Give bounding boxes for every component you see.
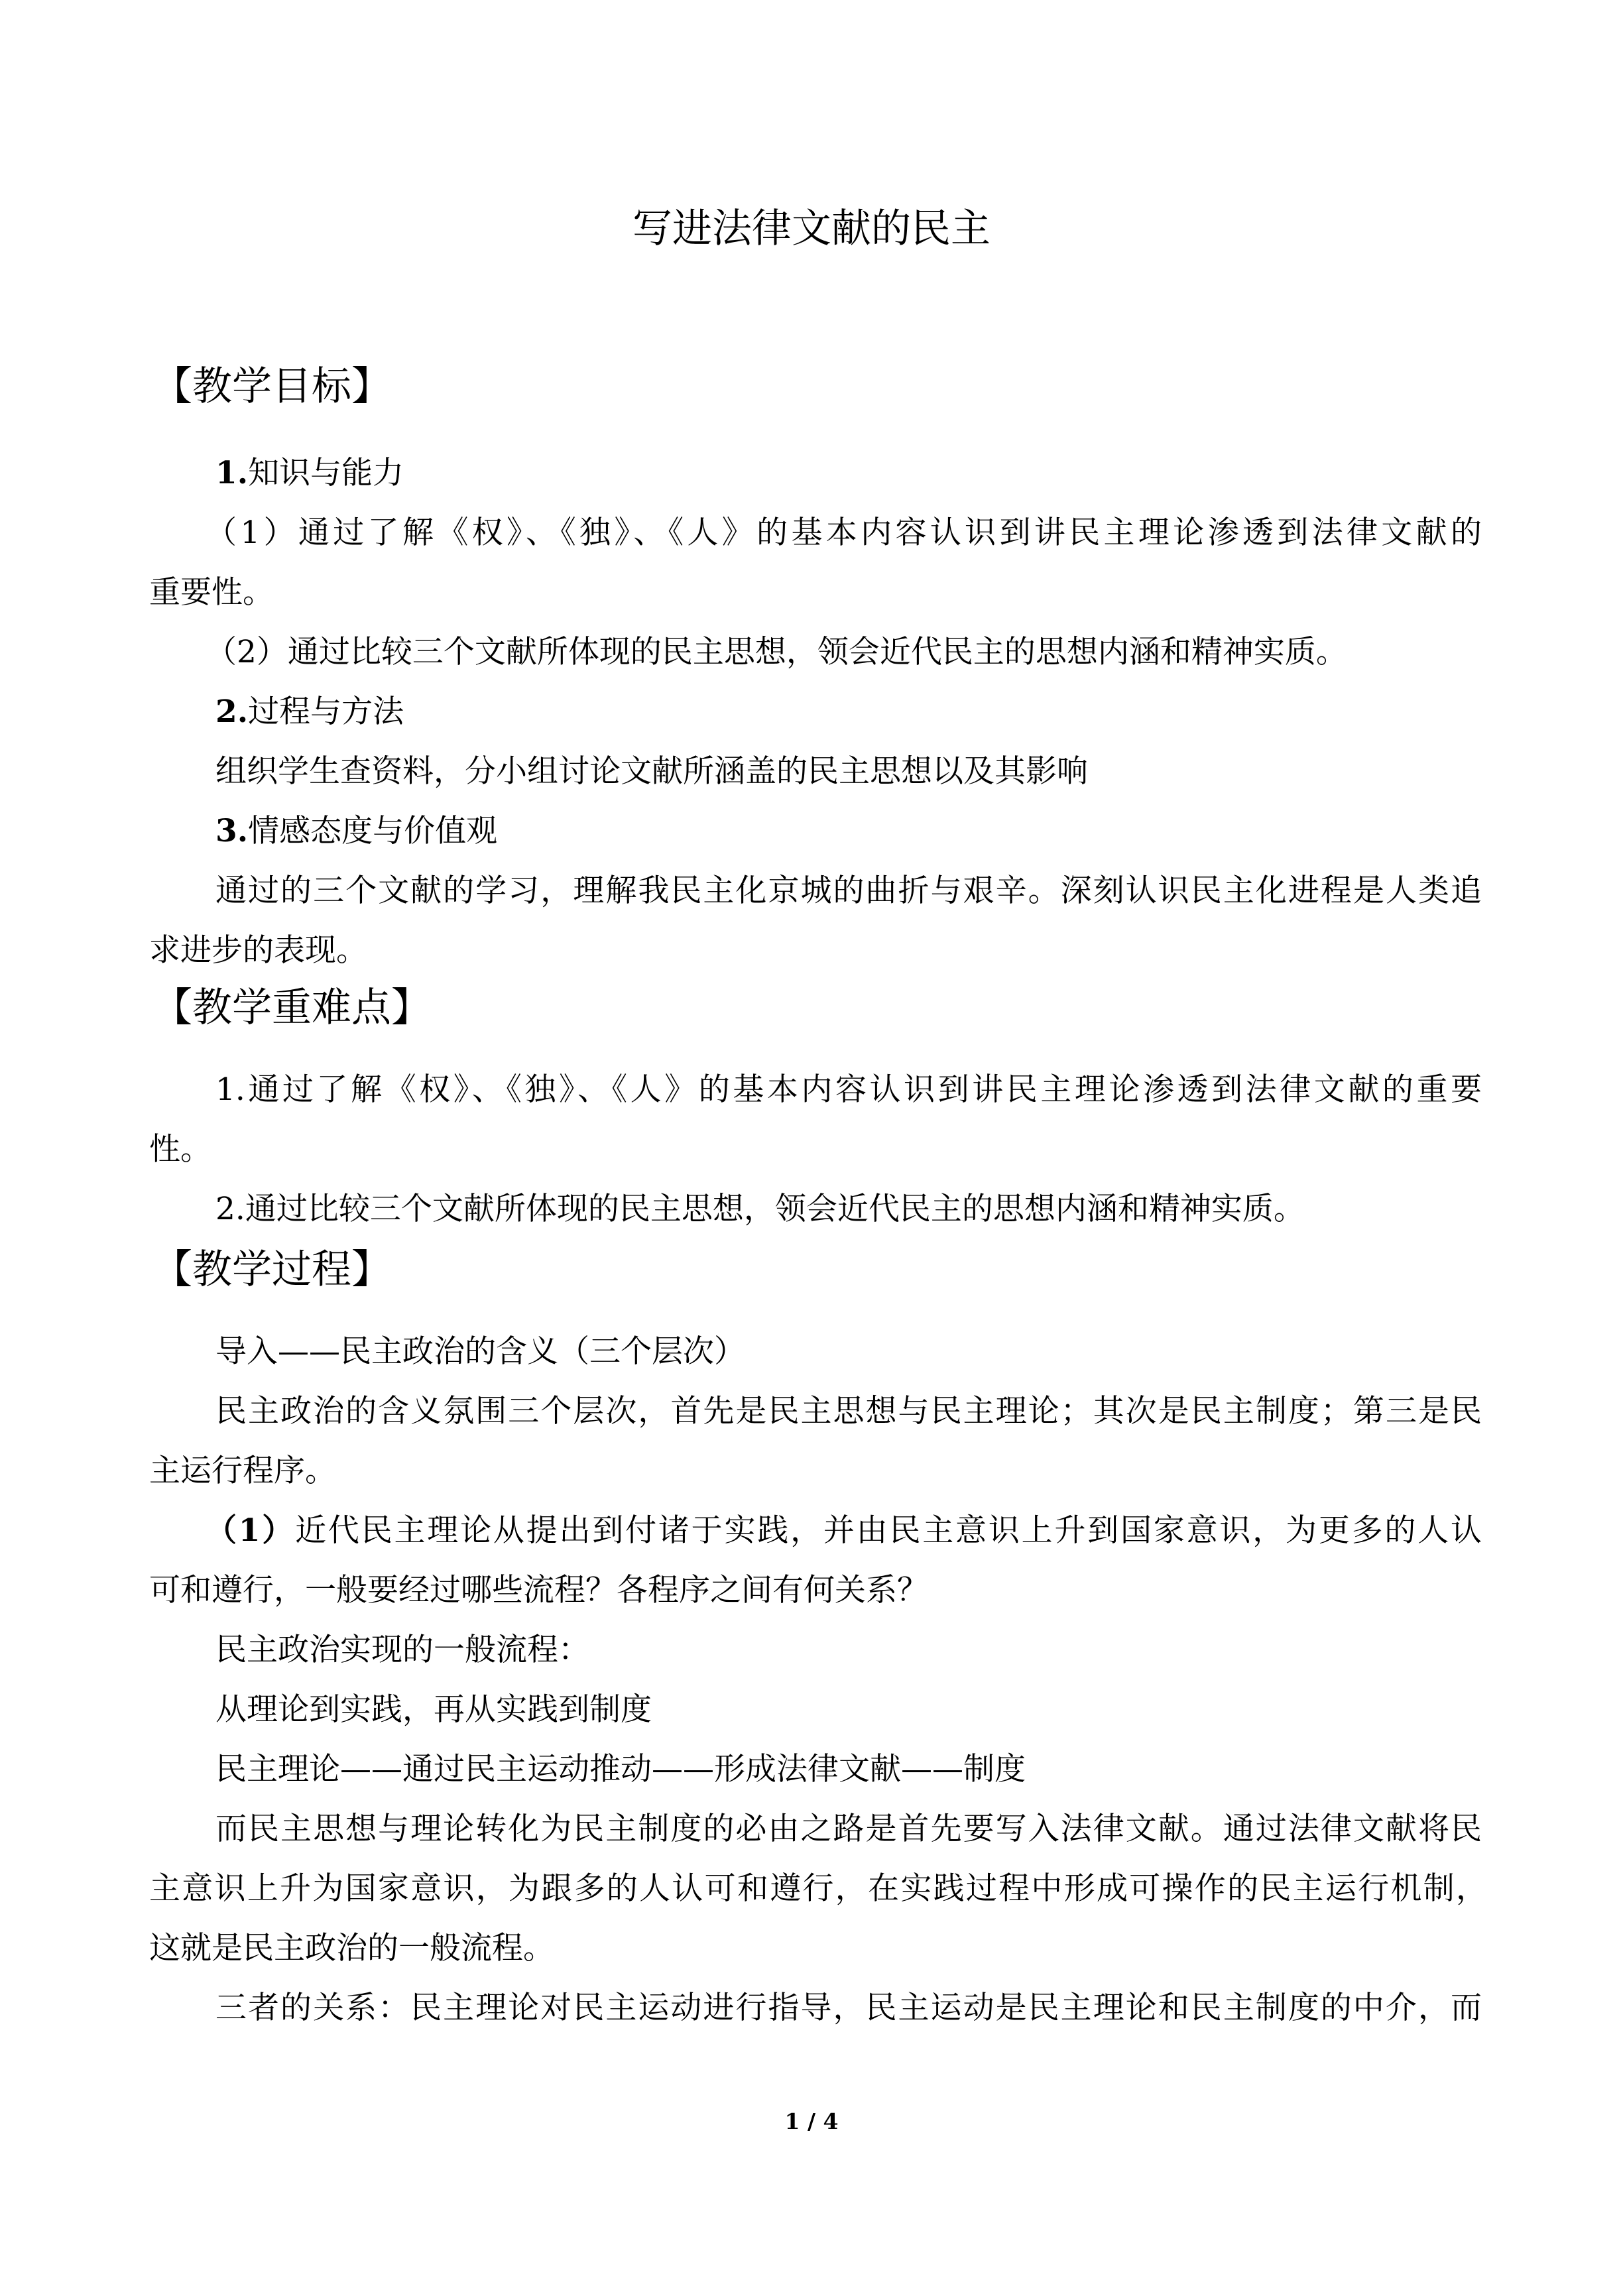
paragraph-line: （2）通过比较三个文献所体现的民主思想，领会近代民主的思想内涵和精神实质。 [206,634,1347,670]
question-text: 近代民主理论从提出到付诸于实践，并由民主意识上升到国家意识，为更多的人认 [295,1512,1482,1549]
paragraph-line: 1.通过了解《权》、《独》、《人》的基本内容认识到讲民主理论渗透到法律文献的重要 [215,1071,1482,1108]
paragraph-line: 性。 [149,1131,211,1168]
paragraph-line: 这就是民主政治的一般流程。 [149,1930,554,1966]
paragraph-line: 2.通过比较三个文献所体现的民主思想，领会近代民主的思想内涵和精神实质。 [215,1191,1305,1227]
paragraph-line: 导入——民主政治的含义（三个层次） [215,1333,745,1370]
question-number: （1） [206,1512,296,1549]
paragraph-line: （1）通过了解《权》、《独》、《人》的基本内容认识到讲民主理论渗透到法律文献的 [206,514,1482,551]
paragraph-line: 民主政治实现的一般流程： [215,1632,589,1668]
document-title: 写进法律文献的民主 [632,206,991,252]
paragraph-line: 从理论到实践，再从实践到制度 [215,1691,652,1728]
paragraph-line: 组织学生查资料，分小组讨论文献所涵盖的民主思想以及其影响 [215,753,1088,790]
paragraph-line: 三者的关系：民主理论对民主运动进行指导，民主运动是民主理论和民主制度的中介，而 [215,1990,1482,2026]
paragraph-line: 民主理论——通过民主运动推动——形成法律文献——制度 [215,1751,1026,1787]
paragraph-line: 民主政治的含义氛围三个层次，首先是民主思想与民主理论；其次是民主制度；第三是民 [215,1393,1482,1429]
page-number: 1 / 4 [784,2108,839,2134]
question-line [206,1512,1482,1549]
subheading-number: 2. [215,694,249,730]
paragraph-line: 通过的三个文献的学习，理解我民主化京城的曲折与艰辛。深刻认识民主化进程是人类追 [215,873,1482,909]
paragraph-line: 主运行程序。 [149,1453,336,1489]
paragraph-line: 可和遵行，一般要经过哪些流程？各程序之间有何关系？ [149,1572,928,1608]
subheading-text: 知识与能力 [248,455,404,491]
paragraph-line: 求进步的表现。 [149,932,367,969]
subheading-number: 1. [215,455,249,491]
subheading-emotion-values [215,813,498,849]
section-heading-process: 【教学过程】 [152,1246,391,1293]
subheading-number: 3. [215,813,249,849]
paragraph-line: 主意识上升为国家意识，为跟多的人认可和遵行，在实践过程中形成可操作的民主运行机制， [149,1870,1487,1907]
section-heading-objectives: 【教学目标】 [152,363,391,410]
subheading-text: 过程与方法 [248,694,404,730]
paragraph-line: 而民主思想与理论转化为民主制度的必由之路是首先要写入法律文献。通过法律文献将民 [215,1811,1482,1847]
subheading-text: 情感态度与价值观 [248,813,498,849]
subheading-process-method [215,694,404,730]
paragraph-line: 重要性。 [149,574,274,611]
subheading-knowledge [215,457,404,489]
section-heading-key-points: 【教学重难点】 [152,985,431,1031]
